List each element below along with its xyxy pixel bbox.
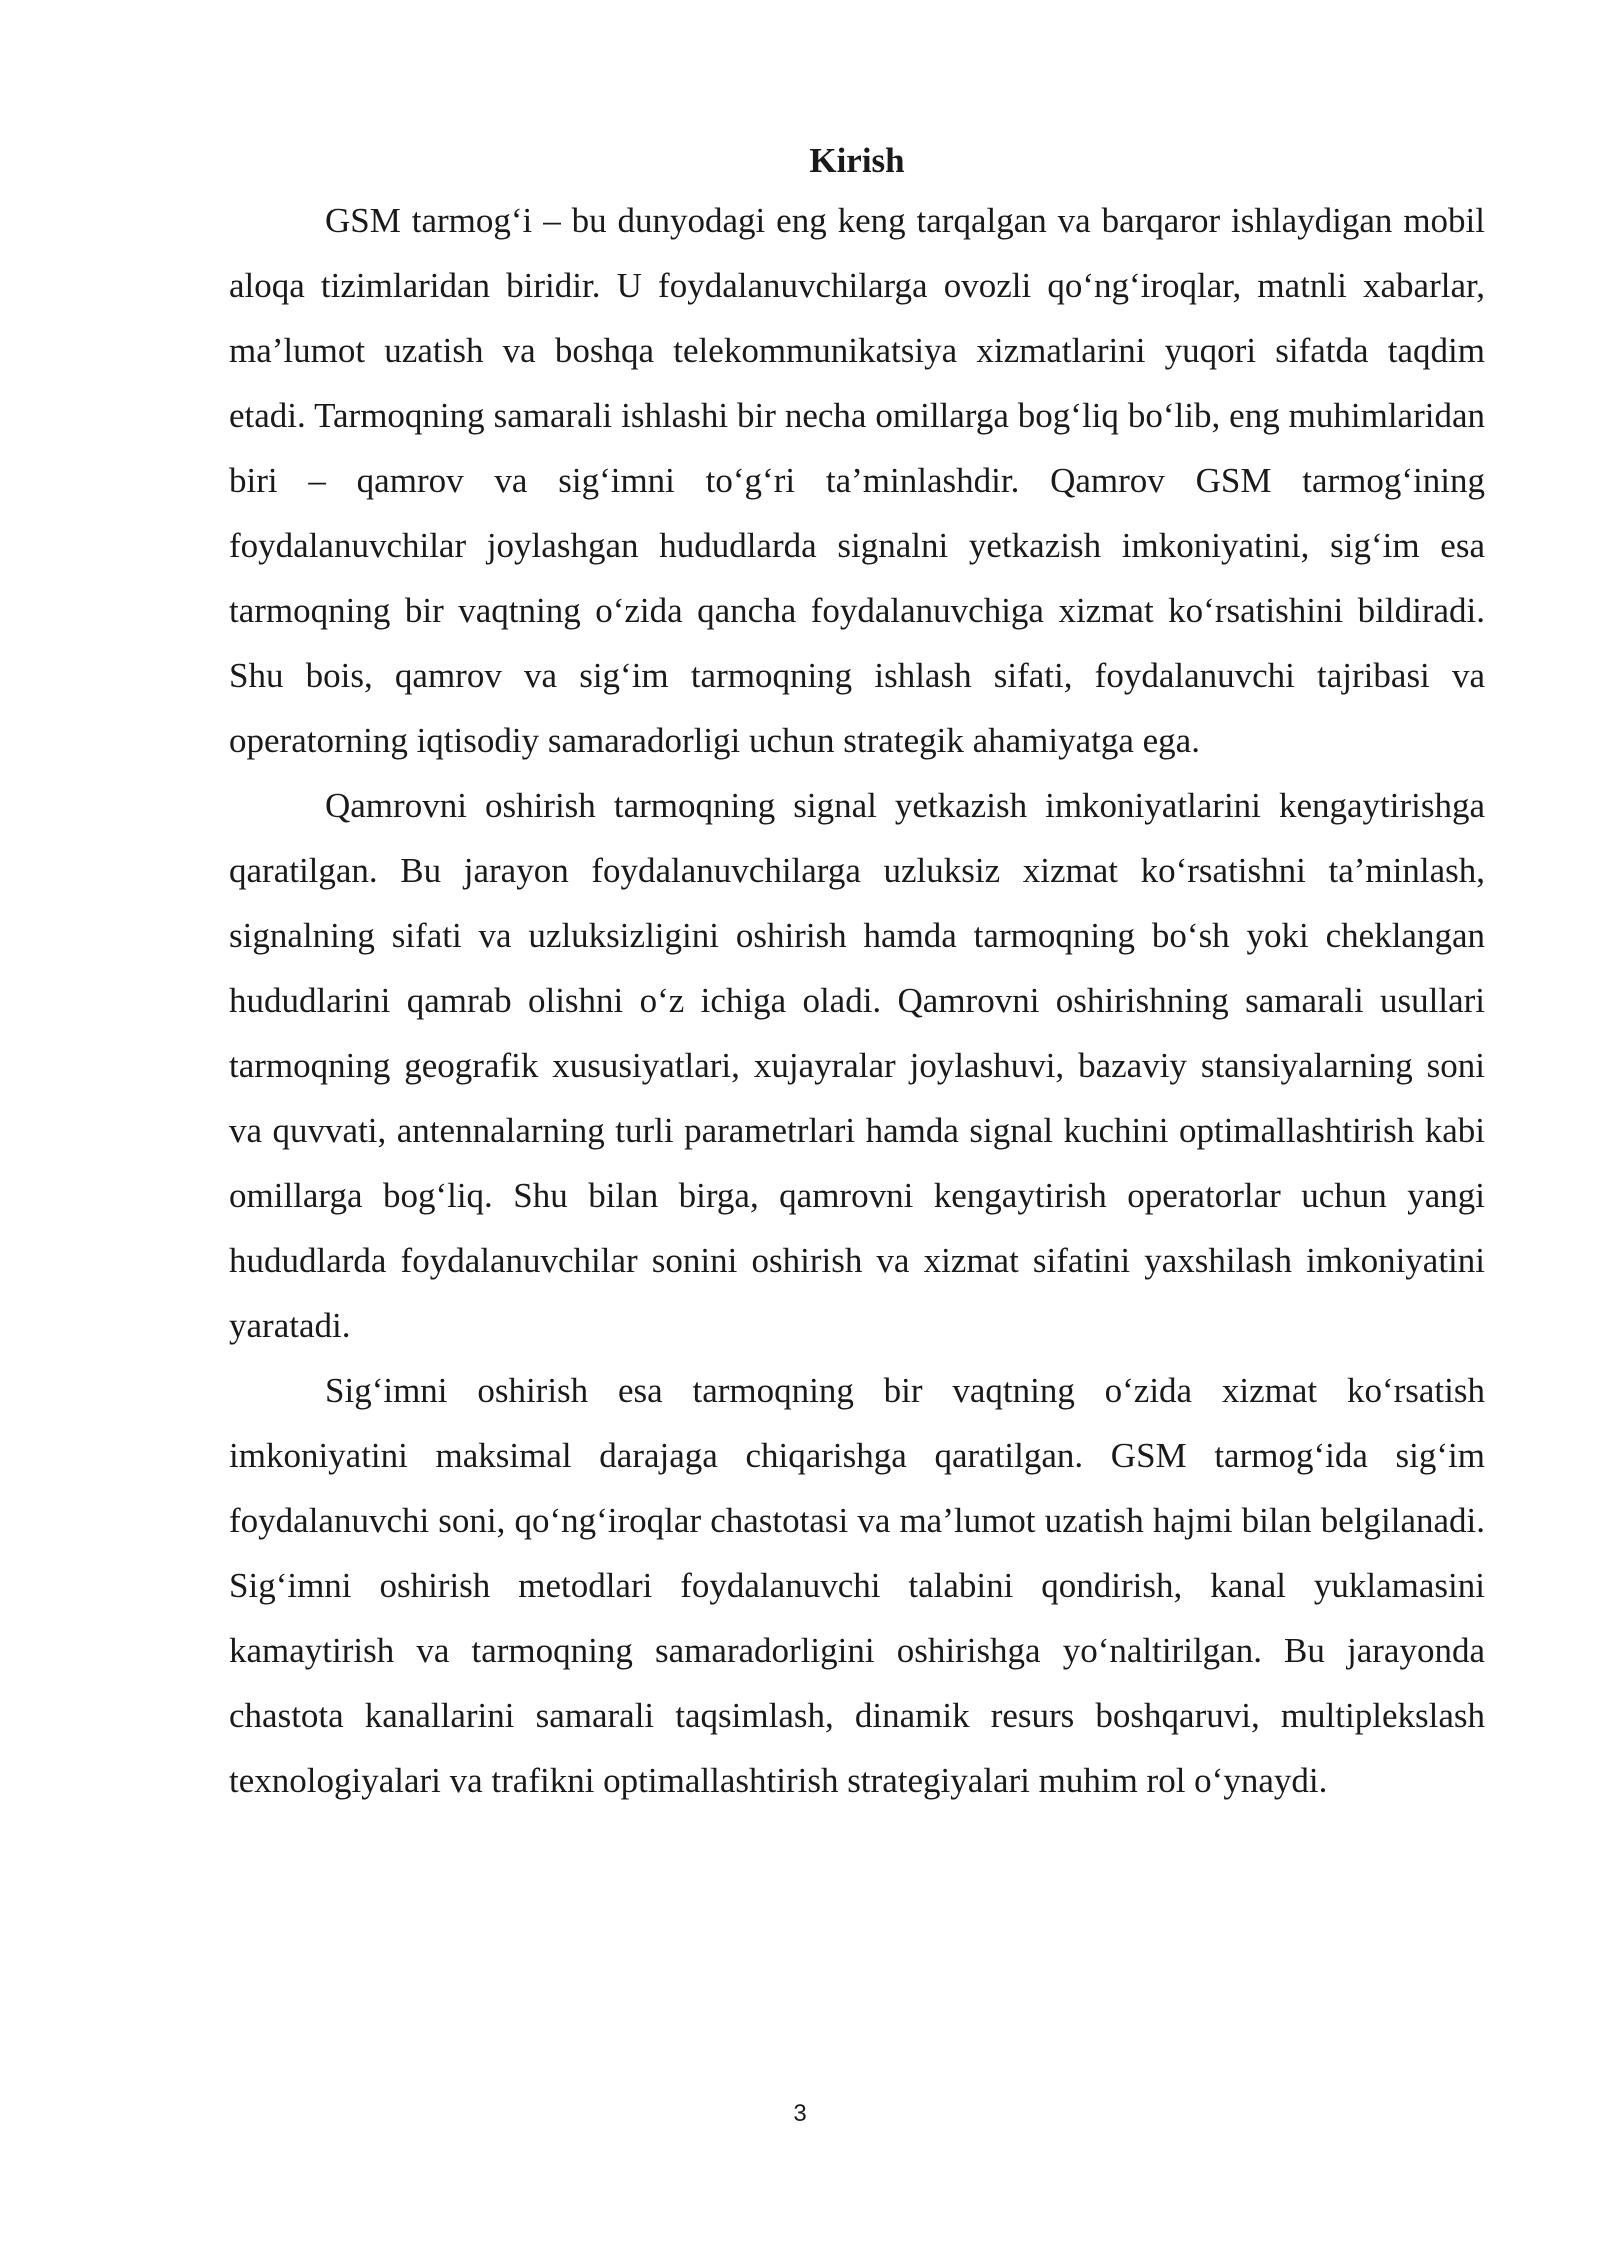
page-number: 3 [793,2100,807,2127]
page-title: Kirish [809,141,905,180]
paragraph-coverage: Qamrovni oshirish tarmoqning signal yetkazish imkoniyatlarini kengaytirishga qaratilgan. Bu jarayon foydalanuvchilarga uzluksiz xizmat ko‘rsatishni ta’minlash, signalning sifati va uzluksizligini oshirish hamda tarmoqning bo‘sh yoki cheklangan hududlarini qamrab olishni o‘z ichiga oladi. Qamrovni oshirishning samarali usullari tarmoqning geografik xususiyatlari, xujayralar joylashuvi, bazaviy stansiyalarning soni va quvvati, antennalarning turli parametrlari hamda signal kuchini optimallashtirish kabi omillarga bog‘liq. Shu bilan birga, qamrovni kengaytirish operatorlar uchun yangi hududlarda foydalanuvchilar sonini oshirish va xizmat sifatini yaxshilash imkoniyatini yaratadi. [229,786,1485,1345]
paragraph-capacity: Sig‘imni oshirish esa tarmoqning bir vaqtning o‘zida xizmat ko‘rsatish imkoniyatini maksimal darajaga chiqarishga qaratilgan. GSM tarmog‘ida sig‘im foydalanuvchi soni, qo‘ng‘iroqlar chastotasi va ma’lumot uzatish hajmi bilan belgilanadi. Sig‘imni oshirish metodlari foydalanuvchi talabini qondirish, kanal yuklamasini kamaytirish va tarmoqning samaradorligini oshirishga yo‘naltirilgan. Bu jarayonda chastota kanallarini samarali taqsimlash, dinamik resurs boshqaruvi, multiplekslash texnologiyalari va trafikni optimallashtirish strategiyalari muhim rol o‘ynaydi. [229,1371,1485,1800]
page-content [229,128,1485,1813]
paragraph-intro: GSM tarmog‘i – bu dunyodagi eng keng tarqalgan va barqaror ishlaydigan mobil aloqa tizimlaridan biridir. U foydalanuvchilarga ovozli qo‘ng‘iroqlar, matnli xabarlar, ma’lumot uzatish va boshqa telekommunikatsiya xizmatlarini yuqori sifatda taqdim etadi. Tarmoqning samarali ishlashi bir necha omillarga bog‘liq bo‘lib, eng muhimlaridan biri – qamrov va sig‘imni to‘g‘ri ta’minlashdir. Qamrov GSM tarmog‘ining foydalanuvchilar joylashgan hududlarda signalni yetkazish imkoniyatini, sig‘im esa tarmoqning bir vaqtning o‘zida qancha foydalanuvchiga xizmat ko‘rsatishini bildiradi. Shu bois, qamrov va sig‘im tarmoqning ishlash sifati, foydalanuvchi tajribasi va operatorning iqtisodiy samaradorligi uchun strategik ahamiyatga ega. [229,201,1485,760]
